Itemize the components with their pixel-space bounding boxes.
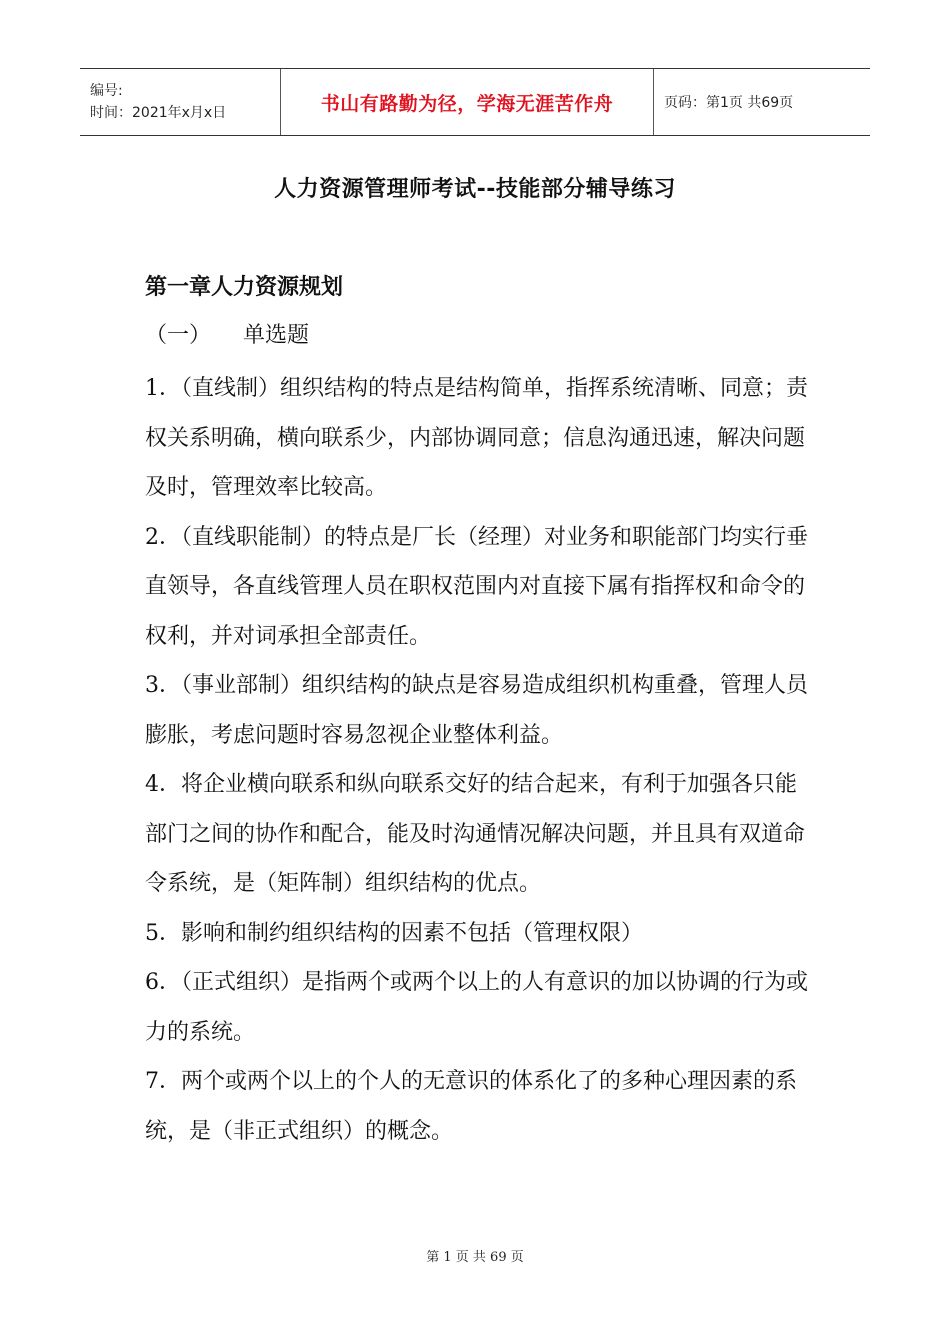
question-item: 1．（直线制）组织结构的特点是结构简单，指挥系统清晰、同意；责权关系明确，横向联系少，内部协调同意；信息沟通迅速，解决问题及时，管理效率比较高。 bbox=[145, 376, 808, 500]
question-item: 2．（直线职能制）的特点是厂长（经理）对业务和职能部门均实行垂直领导，各直线管理人员在职权范围内对直接下属有指挥权和命令的权利，并对词承担全部责任。 bbox=[145, 524, 808, 649]
question-list bbox=[145, 364, 817, 1156]
header-table bbox=[80, 68, 870, 136]
date-label: 时间：2021年x月x日 bbox=[90, 105, 227, 121]
question-item: 6．（正式组织）是指两个或两个以上的人有意识的加以协调的行为或力的系统。 bbox=[145, 970, 808, 1045]
header-meta-cell bbox=[80, 69, 281, 135]
motto: 书山有路勤为径，学海无涯苦作舟 bbox=[320, 92, 614, 115]
header-motto-cell bbox=[281, 69, 654, 135]
section-label: 单选题 bbox=[243, 323, 310, 348]
question-item: 3．（事业部制）组织结构的缺点是容易造成组织机构重叠，管理人员膨胀，考虑问题时容易忽视企业整体利益。 bbox=[145, 673, 808, 748]
page-footer: 第 1 页 共 69 页 bbox=[426, 1250, 524, 1265]
document-title: 人力资源管理师考试--技能部分辅导练习 bbox=[274, 177, 676, 202]
chapter-heading: 第一章人力资源规划 bbox=[145, 275, 344, 300]
question-item: 7．两个或两个以上的个人的无意识的体系化了的多种心理因素的系统，是（非正式组织）的概念。 bbox=[145, 1069, 797, 1144]
question-item: 5．影响和制约组织结构的因素不包括（管理权限） bbox=[145, 920, 643, 946]
page-info: 页码：第1页 共69页 bbox=[664, 95, 794, 111]
question-item: 4．将企业横向联系和纵向联系交好的结合起来，有利于加强各只能部门之间的协作和配合，能及时沟通情况解决问题，并且具有双道命令系统，是（矩阵制）组织结构的优点。 bbox=[145, 772, 806, 896]
section-heading bbox=[145, 318, 309, 349]
number-label: 编号: bbox=[90, 83, 123, 99]
header-page-cell bbox=[654, 69, 870, 135]
section-number: （一） bbox=[145, 323, 212, 348]
